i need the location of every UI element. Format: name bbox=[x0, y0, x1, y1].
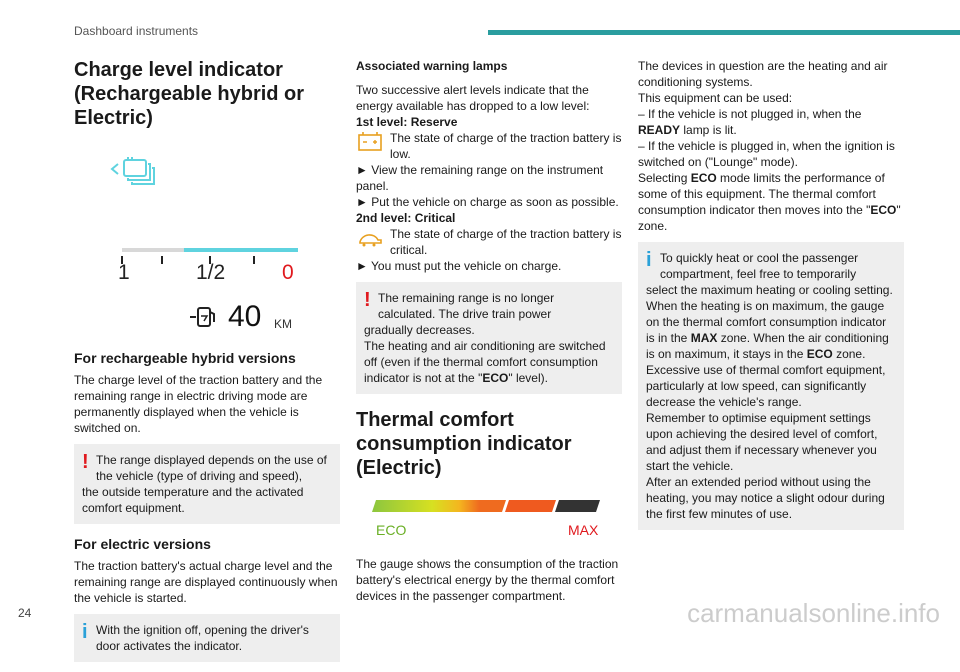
thermal-max-label: MAX bbox=[568, 522, 599, 538]
unplugged-text-a: – If the vehicle is not plugged in, when the bbox=[638, 107, 862, 121]
critical-note-line3 bbox=[364, 338, 614, 386]
level2-title: 2nd level: Critical bbox=[356, 211, 456, 225]
watermark-text: carmanualsonline.info bbox=[687, 598, 940, 628]
level2-lamp-row bbox=[356, 226, 622, 258]
level1-action-2: ► Put the vehicle on charge as soon as possible. bbox=[356, 195, 619, 209]
devices-text: The devices in question are the heating and air conditioning systems. bbox=[638, 59, 888, 89]
thermal-description: The gauge shows the consumption of the traction battery's electrical energy by the thermal comfort devices in the passenger compartment. bbox=[356, 557, 619, 603]
critical-note-eco: ECO bbox=[482, 371, 509, 385]
eco-text-d: ECO bbox=[870, 203, 897, 217]
comfort-info-note bbox=[638, 242, 904, 530]
critical-warning-note bbox=[356, 282, 622, 394]
hybrid-note-first: The range displayed depends on the use of the vehicle (type of driving and speed), bbox=[96, 453, 327, 483]
hybrid-warning-note bbox=[74, 444, 340, 524]
eco-text-e: " zone. bbox=[638, 203, 901, 233]
range-value: 40 bbox=[228, 300, 262, 333]
ready-lamp-label: READY bbox=[638, 123, 681, 137]
battery-reserve-icon bbox=[356, 130, 384, 154]
usage-condition-unplugged bbox=[638, 106, 904, 138]
charge-level-gauge bbox=[74, 138, 340, 266]
level1-action-1: ► View the remaining range on the instrument panel. bbox=[356, 163, 604, 193]
level2-text: The state of charge of the traction battery is critical. bbox=[390, 227, 622, 257]
gauge-label-half: 1/2 bbox=[196, 261, 226, 284]
usage-condition-plugged: – If the vehicle is plugged in, when the ignition is switched on ("Lounge" mode). bbox=[638, 139, 895, 169]
comfort-note-first: To quickly heat or cool the passenger compartment, feel free to temporarily bbox=[660, 251, 859, 281]
column-2 bbox=[356, 58, 622, 612]
fuel-plug-icon bbox=[188, 302, 218, 332]
column-1 bbox=[74, 58, 340, 672]
turtle-icon bbox=[356, 226, 384, 250]
section-header: Dashboard instruments bbox=[74, 24, 199, 38]
gauge-label-empty: 0 bbox=[282, 261, 294, 284]
critical-note-line2: gradually decreases. bbox=[364, 323, 475, 337]
electric-body: The traction battery's actual charge level and the remaining range are displayed continuously when the vehicle is started. bbox=[74, 559, 338, 605]
level1-lamp-row bbox=[356, 130, 622, 162]
warning-exclamation-icon: ! bbox=[364, 289, 371, 311]
level2-action: ► You must put the vehicle on charge. bbox=[356, 259, 562, 273]
electric-heading: For electric versions bbox=[74, 536, 211, 552]
hybrid-note-rest: the outside temperature and the activated comfort equipment. bbox=[82, 485, 304, 515]
critical-note-text-a: The heating and air conditioning are switched off (even if the thermal comfort consumption indicator is not at the " bbox=[364, 339, 606, 385]
comfort-note-l3e: zone. bbox=[832, 347, 866, 361]
hybrid-heading: For rechargeable hybrid versions bbox=[74, 350, 296, 366]
comfort-note-l3 bbox=[646, 298, 896, 362]
gauge-label-full: 1 bbox=[118, 261, 130, 284]
eco-text-c: mode limits the performance of some of this equipment. The thermal comfort consumption indicator then moves into the " bbox=[638, 171, 885, 217]
gauge-ticks bbox=[122, 256, 254, 264]
thermal-comfort-gauge bbox=[356, 490, 622, 540]
unplugged-text-c: lamp is lit. bbox=[680, 123, 737, 137]
column-3 bbox=[638, 58, 904, 540]
comfort-note-l3c: zone. When the air conditioning is on maximum, it stays in the bbox=[646, 331, 889, 361]
critical-note-first: The remaining range is no longer calculated. The drive train power bbox=[378, 291, 555, 321]
comfort-note-l2: select the maximum heating or cooling setting. bbox=[646, 283, 893, 297]
charge-gauge-graphic bbox=[74, 138, 340, 266]
equipment-usage-intro: This equipment can be used: bbox=[638, 91, 793, 105]
warning-exclamation-icon: ! bbox=[82, 451, 89, 473]
level1-title: 1st level: Reserve bbox=[356, 115, 458, 129]
critical-note-text-b: " level). bbox=[508, 371, 548, 385]
header-accent-bar bbox=[488, 30, 960, 35]
comfort-note-l3a: When the heating is on maximum, the gauge on the thermal comfort consumption indicator is in the bbox=[646, 299, 887, 345]
thermal-title: Thermal comfort consumption indicator (Electric) bbox=[356, 409, 572, 479]
comfort-note-l5: Remember to optimise equipment settings upon achieving the desired level of comfort, and adjust them if necessary whenever you start the vehicle. bbox=[646, 411, 878, 473]
comfort-note-l4: Excessive use of thermal comfort equipment, particularly at low speed, can significantly decrease the vehicle's range. bbox=[646, 363, 886, 409]
charge-level-title: Charge level indicator (Rechargeable hybrid or Electric) bbox=[74, 59, 305, 129]
battery-charge-icon bbox=[112, 157, 154, 184]
eco-text-a: Selecting bbox=[638, 171, 691, 185]
electric-info-note bbox=[74, 614, 340, 662]
level1-text: The state of charge of the traction battery is low. bbox=[390, 131, 622, 161]
warning-lamps-intro: Two successive alert levels indicate that the energy available has dropped to a low level: bbox=[356, 83, 590, 113]
info-icon: i bbox=[82, 621, 88, 643]
eco-mode-text bbox=[638, 170, 904, 234]
electric-note-text: With the ignition off, opening the driver's door activates the indicator. bbox=[96, 623, 309, 653]
warning-lamps-heading: Associated warning lamps bbox=[356, 59, 508, 73]
thermal-gauge-bar bbox=[356, 490, 622, 520]
hybrid-body: The charge level of the traction battery and the remaining range in electric driving mode are permanently displayed when the vehicle is switched on. bbox=[74, 373, 323, 435]
info-icon: i bbox=[646, 249, 652, 271]
comfort-note-max: MAX bbox=[690, 331, 718, 345]
comfort-note-eco: ECO bbox=[806, 347, 833, 361]
page-number: 24 bbox=[18, 606, 32, 620]
thermal-eco-label: ECO bbox=[376, 522, 407, 538]
eco-text-b: ECO bbox=[690, 171, 717, 185]
comfort-note-l6: After an extended period without using the heating, you may notice a slight odour during the first few minutes of use. bbox=[646, 475, 885, 521]
range-unit: KM bbox=[274, 317, 292, 331]
